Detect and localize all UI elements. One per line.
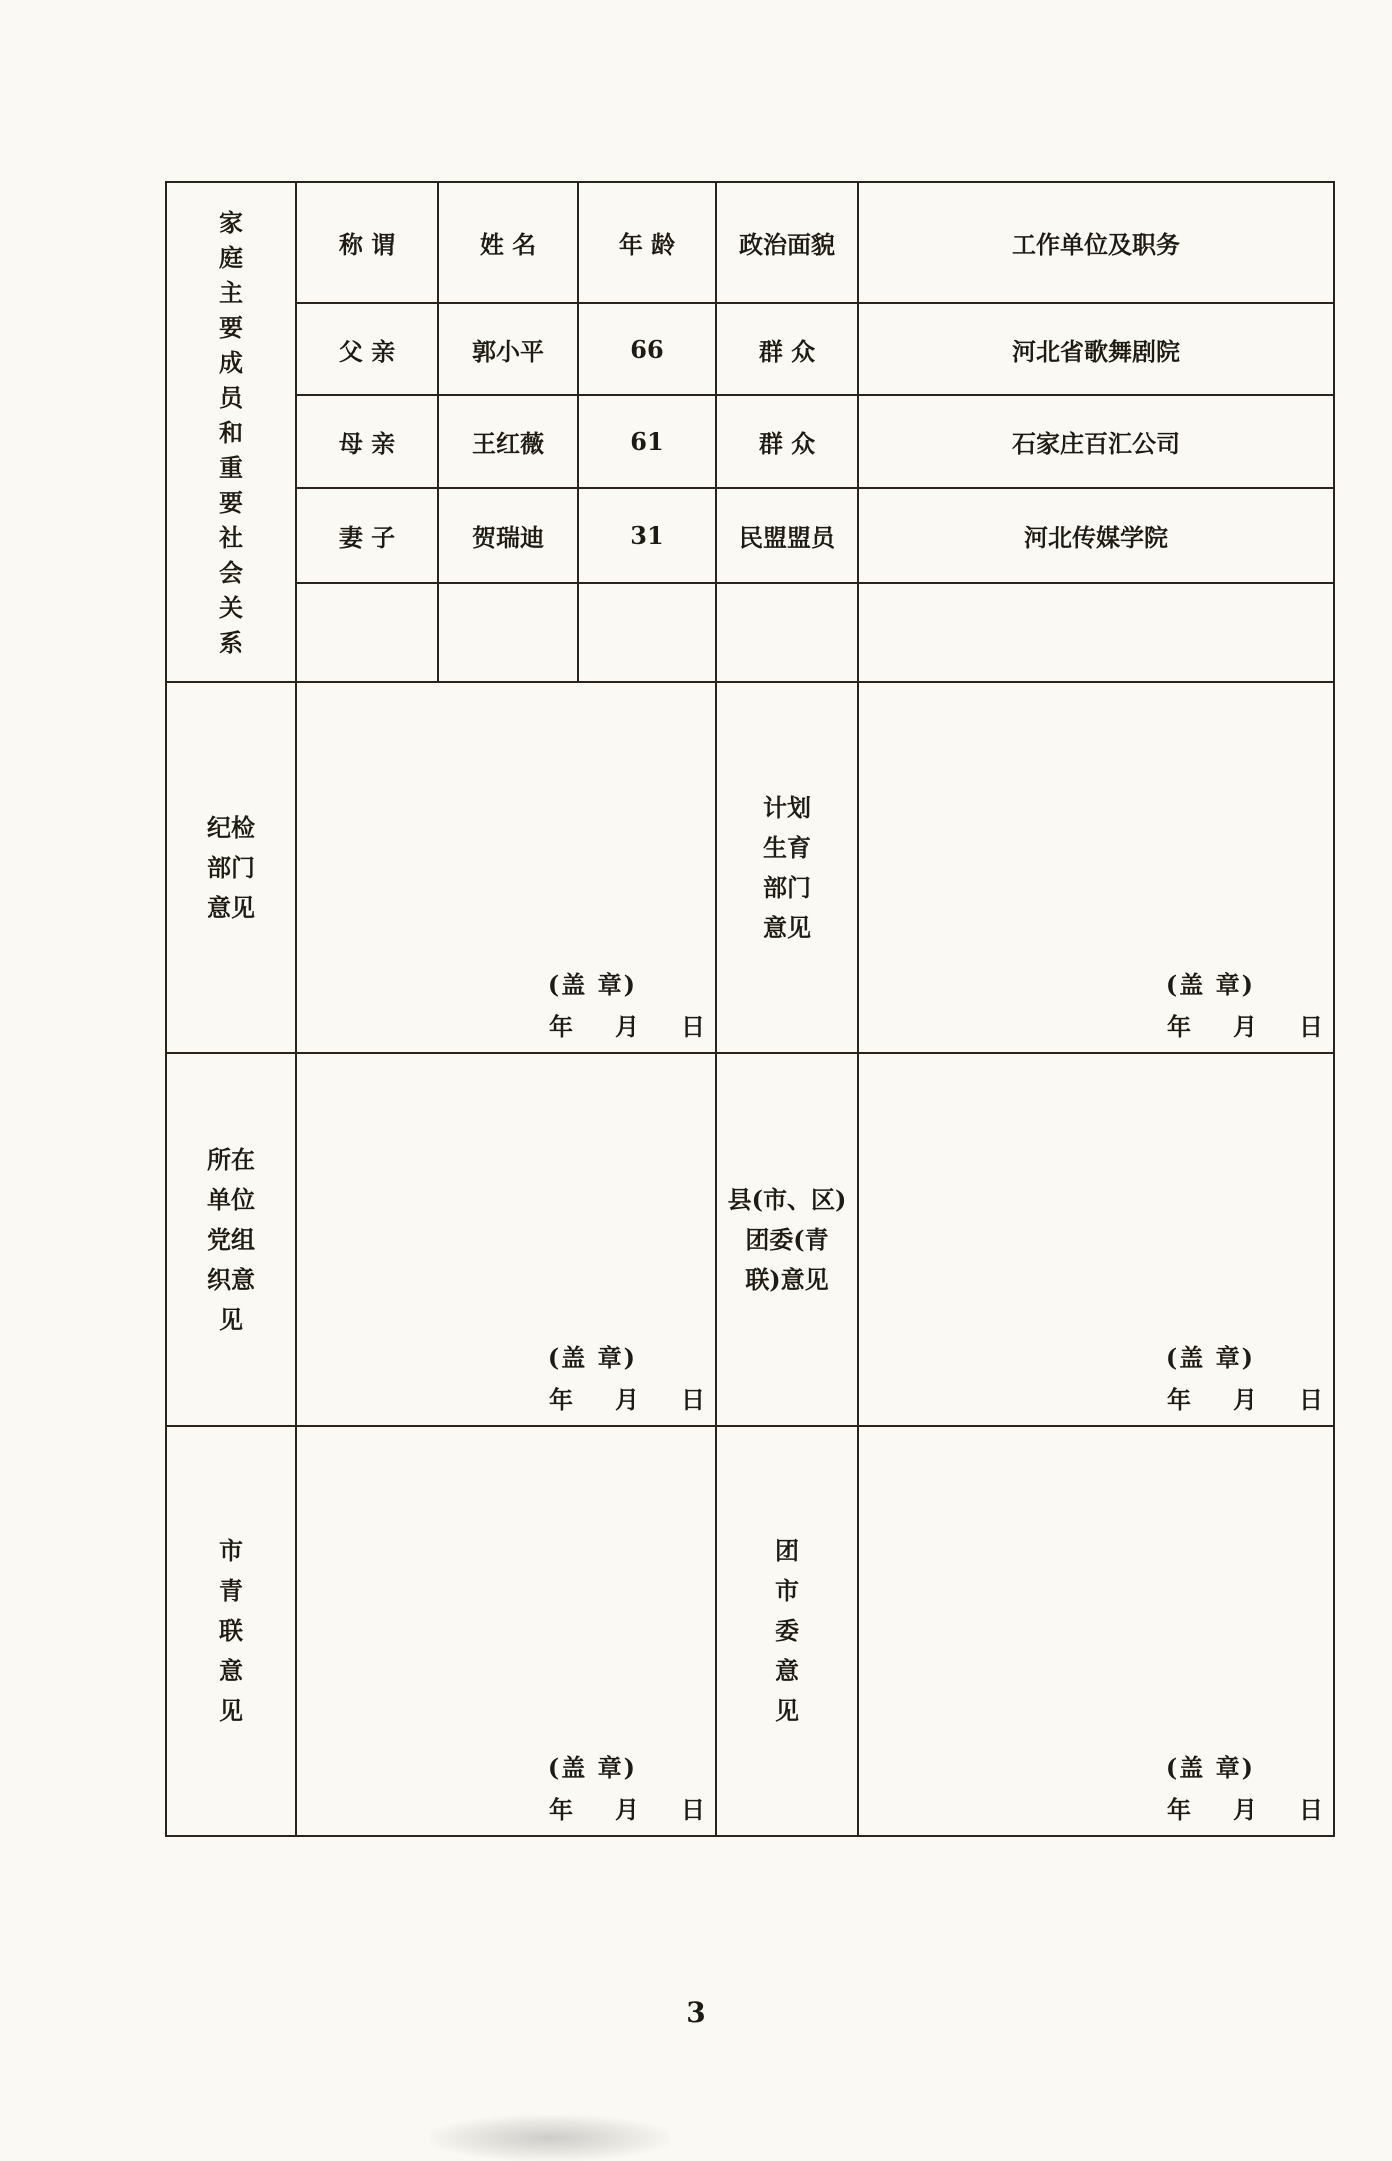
party-org-label: 所在 单位 党组 织意 见 — [166, 1053, 296, 1426]
date-line: 年 月 日 — [549, 1795, 705, 1824]
relation-cell[interactable] — [296, 583, 438, 682]
date-line: 年 月 日 — [549, 1012, 705, 1041]
politics-cell: 群 众 — [716, 303, 858, 395]
scan-smudge — [430, 2115, 670, 2161]
family-row — [166, 488, 1334, 583]
header-politics: 政治面貌 — [716, 182, 858, 303]
date-line: 年 月 日 — [1167, 1012, 1323, 1041]
page-number: 3 — [686, 1996, 706, 2029]
city-league-label: 团 市 委 意 见 — [716, 1426, 858, 1836]
opinion-row-2 — [166, 1053, 1334, 1426]
family-planning-opinion[interactable] — [858, 682, 1334, 1053]
family-section-label: 家 庭 主 要 成 员 和 重 要 社 会 关 系 — [166, 182, 296, 682]
header-work: 工作单位及职务 — [858, 182, 1334, 303]
seal-label: (盖 章) — [547, 1343, 637, 1372]
date-line: 年 月 日 — [1167, 1795, 1323, 1824]
header-relation: 称 谓 — [296, 182, 438, 303]
discipline-dept-label: 纪检 部门 意见 — [166, 682, 296, 1053]
relation-cell: 妻 子 — [296, 488, 438, 583]
relation-cell: 父 亲 — [296, 303, 438, 395]
work-cell[interactable] — [858, 583, 1334, 682]
seal-label: (盖 章) — [1165, 970, 1255, 999]
name-cell: 郭小平 — [438, 303, 578, 395]
seal-label: (盖 章) — [547, 1753, 637, 1782]
age-cell: 31 — [578, 488, 716, 583]
name-cell: 贺瑞迪 — [438, 488, 578, 583]
name-cell[interactable] — [438, 583, 578, 682]
family-planning-label: 计划 生育 部门 意见 — [716, 682, 858, 1053]
politics-cell: 群 众 — [716, 395, 858, 488]
city-league-opinion[interactable] — [858, 1426, 1334, 1836]
county-league-label: 县(市、区) 团委(青 联)意见 — [716, 1053, 858, 1426]
family-row-empty — [166, 583, 1334, 682]
work-cell: 石家庄百汇公司 — [858, 395, 1334, 488]
city-youth-label: 市 青 联 意 见 — [166, 1426, 296, 1836]
header-name: 姓 名 — [438, 182, 578, 303]
family-row — [166, 395, 1334, 488]
date-line: 年 月 日 — [549, 1385, 705, 1414]
name-cell: 王红薇 — [438, 395, 578, 488]
party-org-opinion[interactable] — [296, 1053, 716, 1426]
discipline-dept-opinion[interactable] — [296, 682, 716, 1053]
county-league-opinion[interactable] — [858, 1053, 1334, 1426]
age-cell: 61 — [578, 395, 716, 488]
age-cell[interactable] — [578, 583, 716, 682]
seal-label: (盖 章) — [1165, 1753, 1255, 1782]
age-cell: 66 — [578, 303, 716, 395]
work-cell: 河北省歌舞剧院 — [858, 303, 1334, 395]
politics-cell[interactable] — [716, 583, 858, 682]
opinion-row-1 — [166, 682, 1334, 1053]
registration-form-table — [165, 181, 1335, 1837]
date-line: 年 月 日 — [1167, 1385, 1323, 1414]
work-cell: 河北传媒学院 — [858, 488, 1334, 583]
politics-cell: 民盟盟员 — [716, 488, 858, 583]
seal-label: (盖 章) — [1165, 1343, 1255, 1372]
city-youth-opinion[interactable] — [296, 1426, 716, 1836]
relation-cell: 母 亲 — [296, 395, 438, 488]
family-header-row — [166, 182, 1334, 303]
seal-label: (盖 章) — [547, 970, 637, 999]
opinion-row-3 — [166, 1426, 1334, 1836]
header-age: 年 龄 — [578, 182, 716, 303]
family-row — [166, 303, 1334, 395]
